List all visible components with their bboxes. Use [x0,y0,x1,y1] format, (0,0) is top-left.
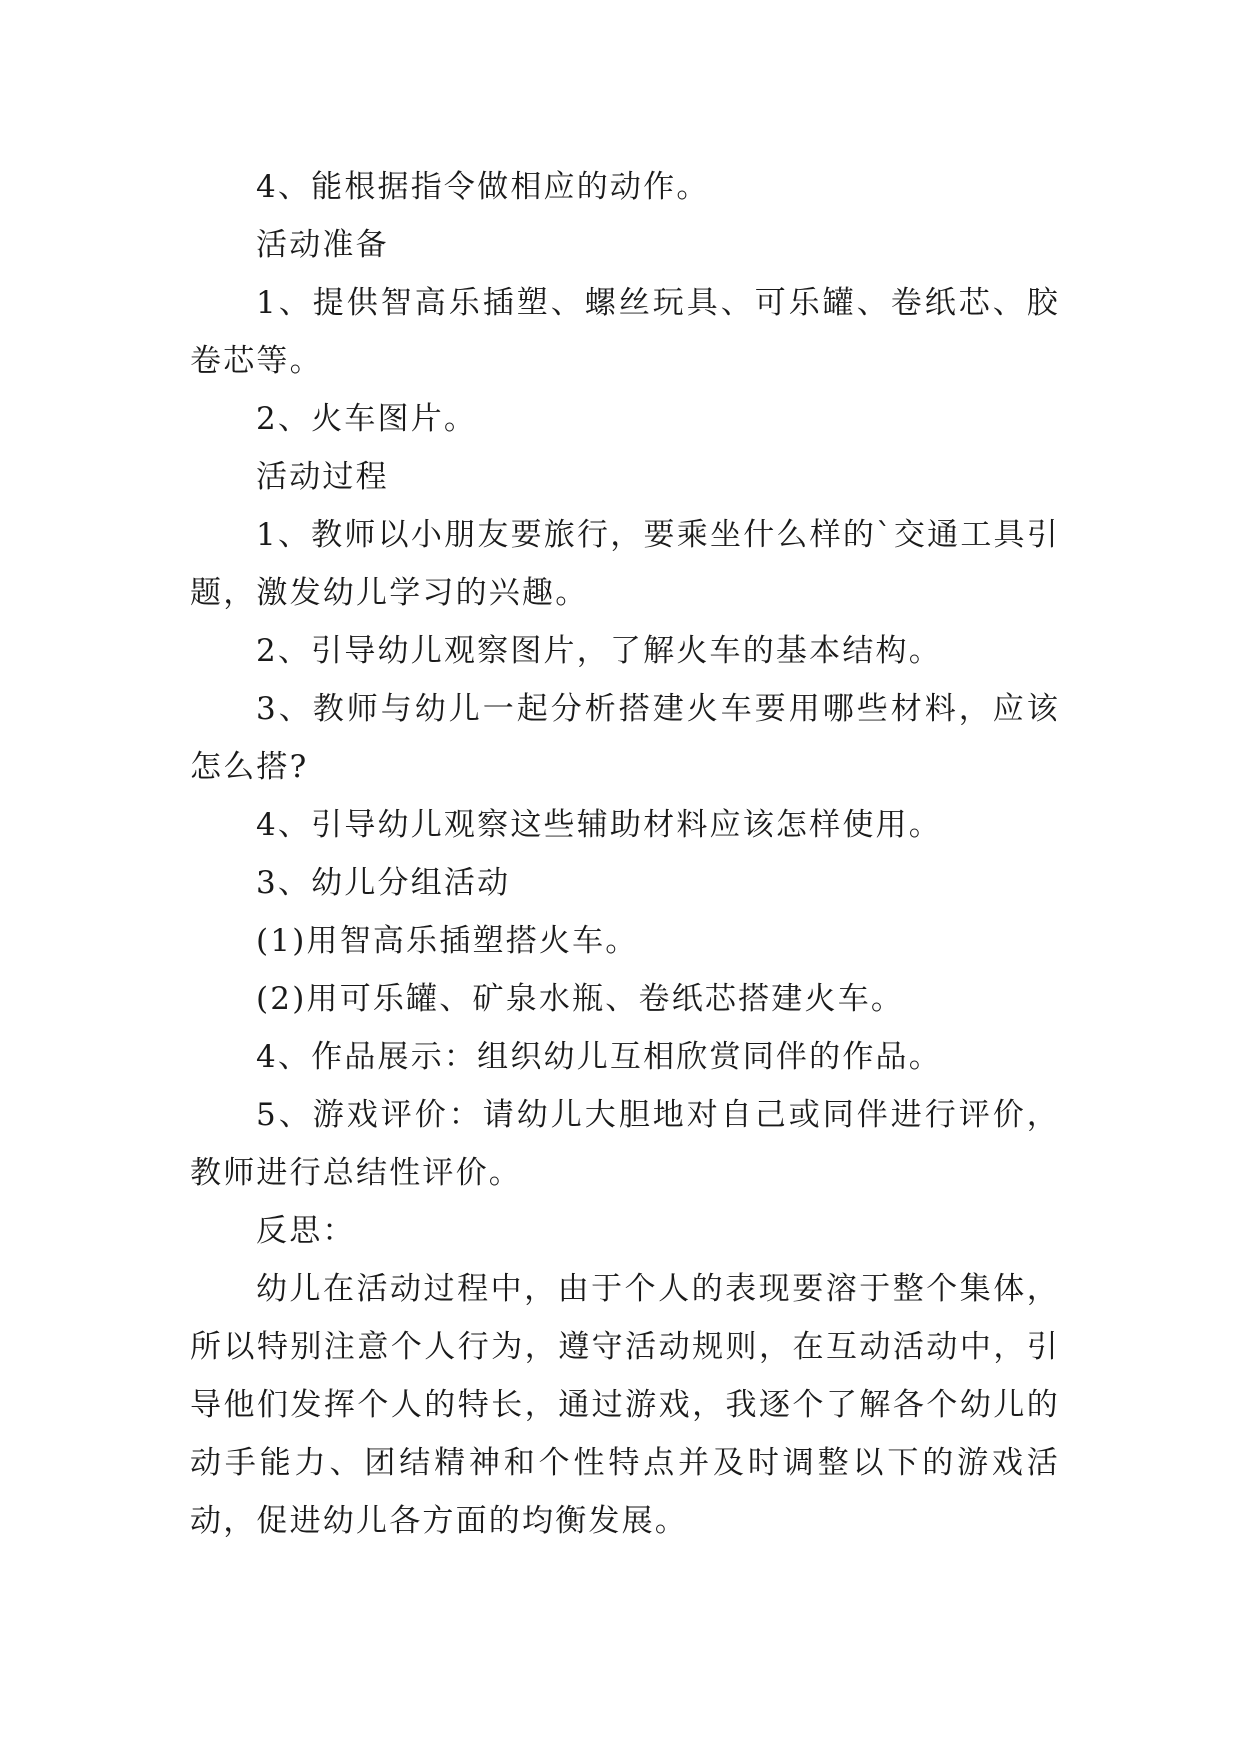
paragraph-process-4: 4、引导幼儿观察这些辅助材料应该怎样使用。 [256,807,942,843]
paragraph-process-3: 3、教师与幼儿一起分析搭建火车要用哪些材料，应该怎么搭? [190,691,1060,785]
paragraph-game-evaluation: 5、游戏评价：请幼儿大胆地对自己或同伴进行评价，教师进行总结性评价。 [190,1097,1060,1191]
paragraph-process-1: 1、教师以小朋友要旅行，要乘坐什么样的`交通工具引题，激发幼儿学习的兴趣。 [190,517,1060,611]
heading-activity-preparation: 活动准备 [256,227,389,263]
document-body [190,158,1060,1550]
paragraph-group-activity-2: (2)用可乐罐、矿泉水瓶、卷纸芯搭建火车。 [256,981,905,1017]
paragraph-group-activity: 3、幼儿分组活动 [256,865,511,901]
paragraph-objective-4: 4、能根据指令做相应的动作。 [256,169,710,205]
paragraph-process-2: 2、引导幼儿观察图片，了解火车的基本结构。 [256,633,942,669]
paragraph-preparation-1: 1、提供智高乐插塑、螺丝玩具、可乐罐、卷纸芯、胶卷芯等。 [190,285,1060,379]
heading-activity-process: 活动过程 [256,459,389,495]
heading-reflection: 反思： [256,1213,356,1249]
paragraph-reflection: 幼儿在活动过程中，由于个人的表现要溶于整个集体，所以特别注意个人行为，遵守活动规则，在互动活动中，引导他们发挥个人的特长，通过游戏，我逐个了解各个幼儿的动手能力、团结精神和个性特点并及时调整以下的游戏活动，促进幼儿各方面的均衡发展。 [190,1271,1060,1539]
paragraph-work-display: 4、作品展示：组织幼儿互相欣赏同伴的作品。 [256,1039,942,1075]
paragraph-preparation-2: 2、火车图片。 [256,401,478,437]
paragraph-group-activity-1: (1)用智高乐插塑搭火车。 [256,923,639,959]
